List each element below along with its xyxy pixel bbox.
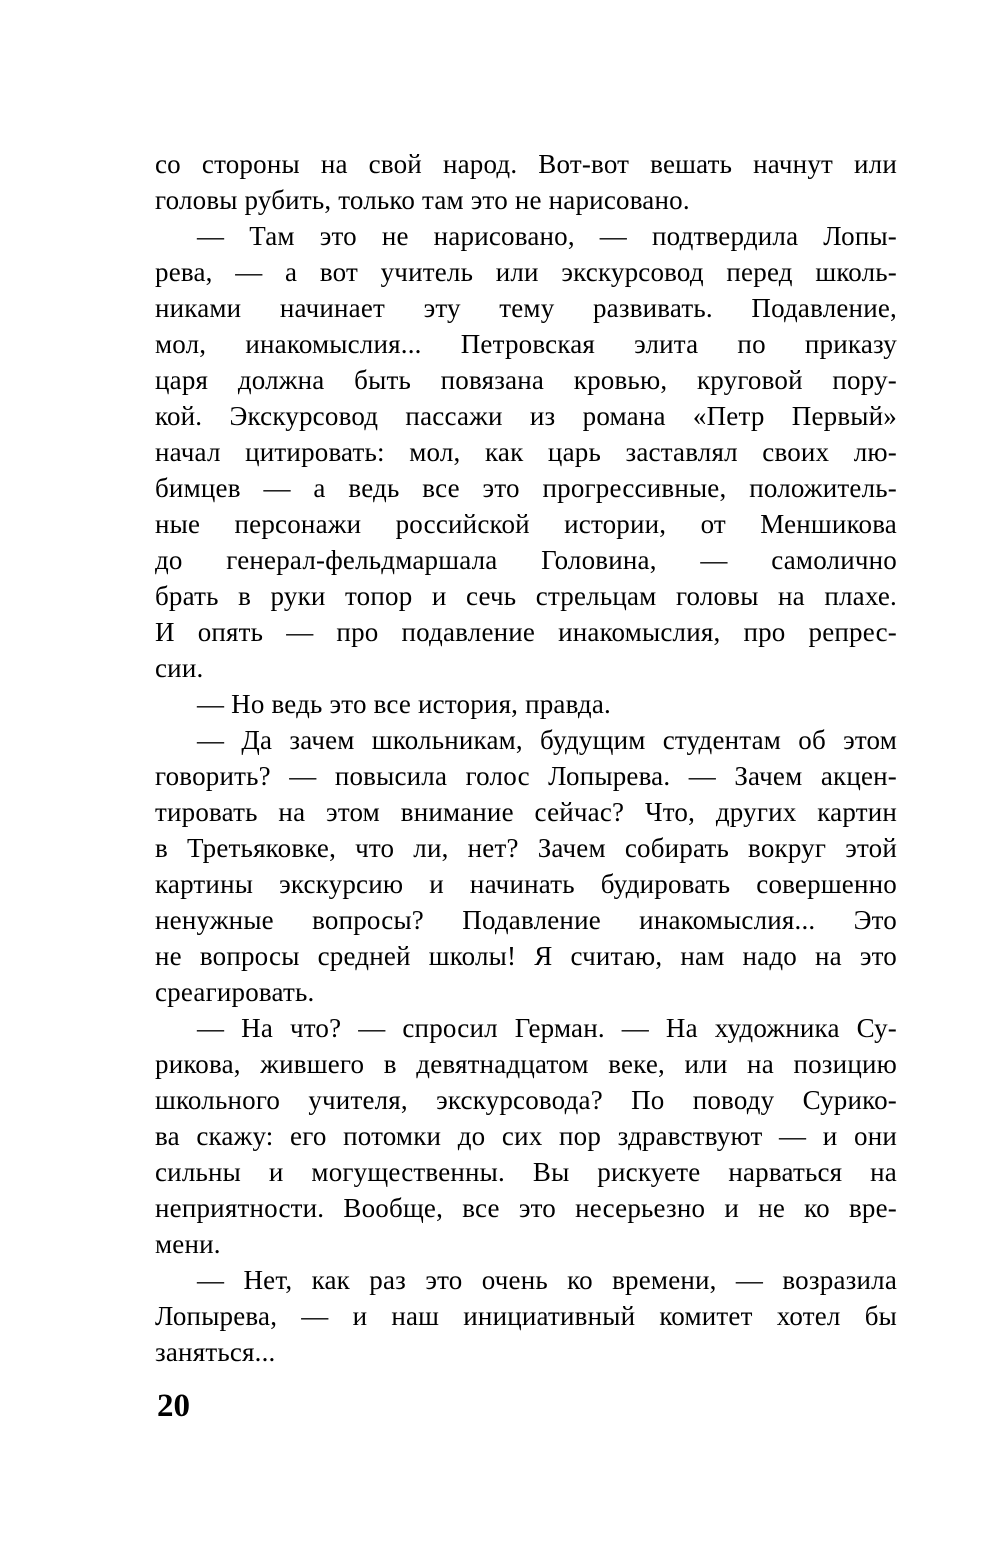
page-number: 20 [157,1388,190,1424]
paragraph [155,686,897,722]
text-line: кой. Экскурсовод пассажи из романа «Петр Первый» [155,401,897,431]
text-line: говорить? — повысила голос Лопырева. — Зачем акцен- [155,761,897,791]
text-line: среагировать. [155,977,315,1007]
text-line: мени. [155,1229,221,1259]
text-line: — Там это не нарисовано, — подтвердила Лопы- [197,221,897,251]
text-line: царя должна быть повязана кровью, круговой пору- [155,365,897,395]
text-line: не вопросы средней школы! Я считаю, нам надо на это [155,941,897,971]
text-line: ненужные вопросы? Подавление инакомыслия... Это [155,905,897,935]
text-line: тировать на этом внимание сейчас? Что, других картин [155,797,897,827]
paragraph [155,146,897,218]
text-line: картины экскурсию и начинать будировать совершенно [155,869,897,899]
paragraph [155,1262,897,1370]
paragraph [155,1010,897,1262]
text-line: брать в руки топор и сечь стрельцам головы на плахе. [155,581,897,611]
text-line: Лопырева, — и наш инициативный комитет хотел бы [155,1301,897,1331]
text-line: рева, — а вот учитель или экскурсовод перед школь- [155,257,897,287]
paragraph [155,218,897,686]
text-line: — На что? — спросил Герман. — На художника Су- [197,1013,897,1043]
text-block [155,146,897,1370]
text-line: — Нет, как раз это очень ко времени, — возразила [197,1265,897,1295]
text-line: ва скажу: его потомки до сих пор здравствуют — и они [155,1121,897,1151]
text-line: заняться... [155,1337,276,1367]
text-line: головы рубить, только там это не нарисовано. [155,185,690,215]
text-line: до генерал-фельдмаршала Головина, — самолично [155,545,897,575]
text-line: И опять — про подавление инакомыслия, про репрес- [155,617,897,647]
text-line: ные персонажи российской истории, от Меншикова [155,509,897,539]
text-line: мол, инакомыслия... Петровская элита по приказу [155,329,897,359]
text-line: бимцев — а ведь все это прогрессивные, положитель- [155,473,897,503]
text-line: рикова, жившего в девятнадцатом веке, или на позицию [155,1049,897,1079]
text-line: со стороны на свой народ. Вот-вот вешать начнут или [155,149,897,179]
text-line: школьного учителя, экскурсовода? По поводу Сурико- [155,1085,897,1115]
text-line: сильны и могущественны. Вы рискуете нарваться на [155,1157,897,1187]
text-line: неприятности. Вообще, все это несерьезно и не ко вре- [155,1193,897,1223]
text-line: в Третьяковке, что ли, нет? Зачем собирать вокруг этой [155,833,897,863]
text-line: никами начинает эту тему развивать. Подавление, [155,293,897,323]
text-line: начал цитировать: мол, как царь заставлял своих лю- [155,437,897,467]
text-line: — Да зачем школьникам, будущим студентам об этом [197,725,897,755]
text-line: — Но ведь это все история, правда. [197,689,611,719]
paragraph [155,722,897,1010]
text-line: сии. [155,653,204,683]
